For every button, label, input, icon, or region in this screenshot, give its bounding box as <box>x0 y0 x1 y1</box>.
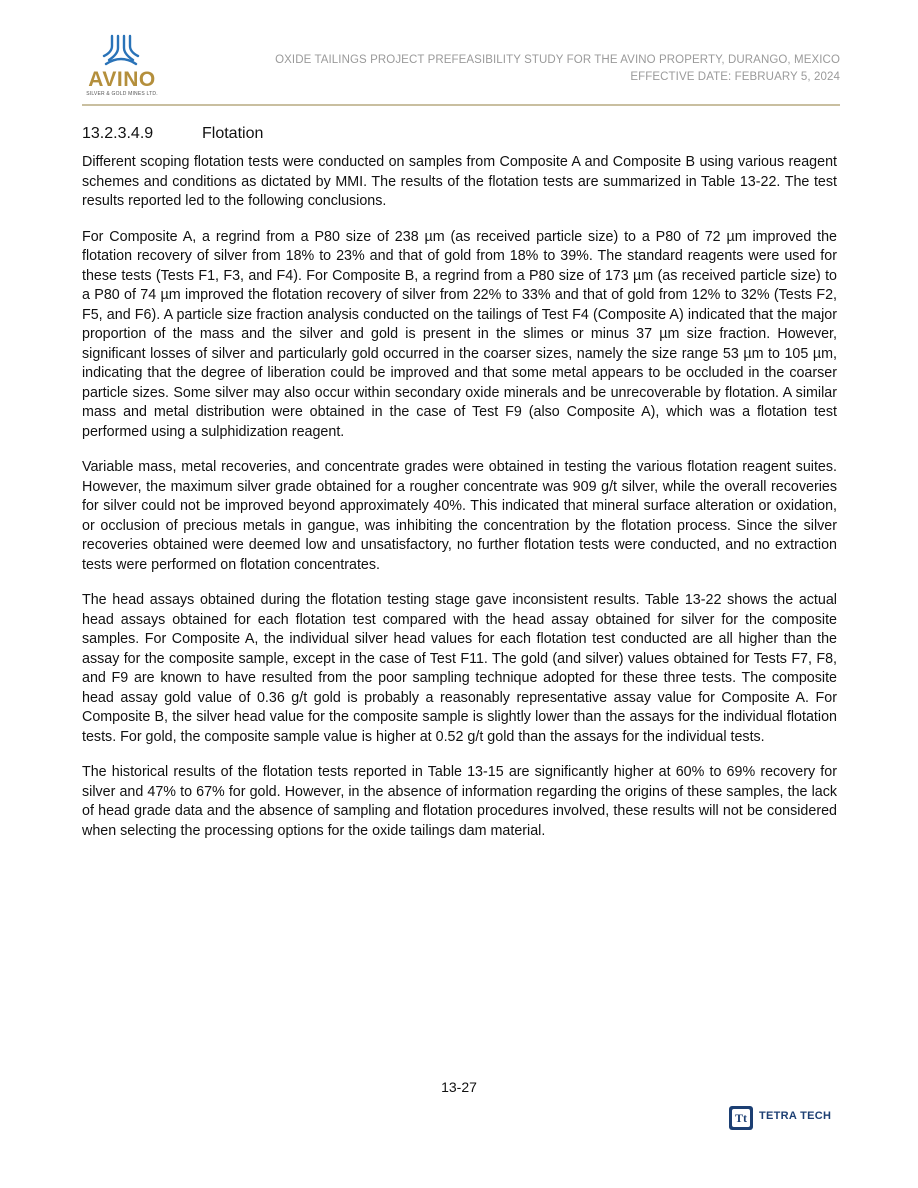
tetra-tech-wordmark: TETRA TECH <box>759 1110 832 1122</box>
avino-emblem-icon <box>98 34 144 68</box>
paragraph: The historical results of the flotation tests reported in Table 13-15 are significantly higher at 60% to 69% recovery for silver and 47% to 67% for gold. However, in the absence of information regarding the origins of these samples, the lack of head grade data and the absence of sampling and flotation procedures involved, these results will not be considered when selecting the processing options for the oxide tailings dam material. <box>82 764 837 839</box>
report-title: OXIDE TAILINGS PROJECT PREFEASIBILITY STUDY FOR THE AVINO PROPERTY, DURANGO, MEXICO <box>275 54 840 66</box>
paragraph: Variable mass, metal recoveries, and concentrate grades were obtained in testing the various flotation reagent suites. However, the maximum silver grade obtained for a rougher concentrate was 909 g/t silver, while the overall recoveries for silver could not be improved beyond approximately 40%. This indicated that mineral surface alteration or oxidation, or occlusion of precious metals in gangue, was inhibiting the concentration by the flotation process. Since the silver recoveries obtained were deemed low and unsatisfactory, no further flotation tests were conducted, and no extraction tests were performed on flotation concentrates. <box>82 459 837 573</box>
header-divider <box>82 104 840 106</box>
logo-wordmark: AVINO <box>88 68 156 91</box>
avino-logo <box>82 34 162 100</box>
tetra-tech-logo <box>729 1105 839 1131</box>
section-number: 13.2.3.4.9 <box>82 125 154 142</box>
section-title: Flotation <box>202 125 264 142</box>
body-text <box>82 153 837 857</box>
tetra-tech-glyph: Tt <box>735 1111 747 1125</box>
tetra-tech-logo-icon <box>729 1106 753 1130</box>
logo-subtitle: SILVER & GOLD MINES LTD. <box>86 91 158 97</box>
paragraph: The head assays obtained during the flotation testing stage gave inconsistent results. Table 13-22 shows the actual head assays obtained for each flotation test compared with the head assay obtained for silver for the composite samples. For Composite A, the individual silver head values for each flotation test conducted are all higher than the assay for the composite sample, except in the case of Test F11. The gold (and silver) values obtained for Tests F7, F8, and F9 are known to have resulted from the poor sampling technique adopted for these three tests. The composite head assay gold value of 0.36 g/t gold is probably a reasonably representative assay value for Composite A. For Composite B, the silver head value for the composite sample is slightly lower than the assays for the individual flotation tests. For gold, the composite sample value is higher at 0.52 g/t gold than the assays for the individual tests. <box>82 592 837 745</box>
section-heading <box>82 125 263 143</box>
header-title-block <box>275 52 840 86</box>
effective-date: EFFECTIVE DATE: FEBRUARY 5, 2024 <box>630 71 840 83</box>
paragraph: Different scoping flotation tests were conducted on samples from Composite A and Composite B using various reagent schemes and conditions as dictated by MMI. The results of the flotation tests are summarized in Table 13-22. The test results reported led to the following conclusions. <box>82 154 837 209</box>
page-number: 13-27 <box>441 1079 477 1095</box>
page-header <box>82 34 840 106</box>
paragraph: For Composite A, a regrind from a P80 size of 238 µm (as received particle size) to a P80 of 72 µm improved the flotation recovery of silver from 18% to 23% and that of gold from 18% to 39%. The standard reagents were used for these tests (Tests F1, F3, and F4). For Composite B, a regrind from a P80 size of 173 µm (as received particle size) to a P80 of 74 µm improved the flotation recovery of silver from 22% to 33% and that of gold from 12% to 32% (Tests F2, F5, and F6). A particle size fraction analysis conducted on the tailings of Test F4 (Composite A) indicated that the major proportion of the mass and the silver and gold is present in the slimes or minus 37 µm size fraction. However, significant losses of silver and particularly gold occurred in the coarser sizes, namely the size range 53 µm to 105 µm, indicating that the degree of liberation could be improved and that some metal appears to be occluded in the coarser particle sizes. Some silver may also occur within secondary oxide minerals and be unrecoverable by flotation. A similar mass and metal distribution were obtained in the case of Test F9 (also Composite A), which was a flotation test performed using a sulphidization reagent. <box>82 228 837 440</box>
